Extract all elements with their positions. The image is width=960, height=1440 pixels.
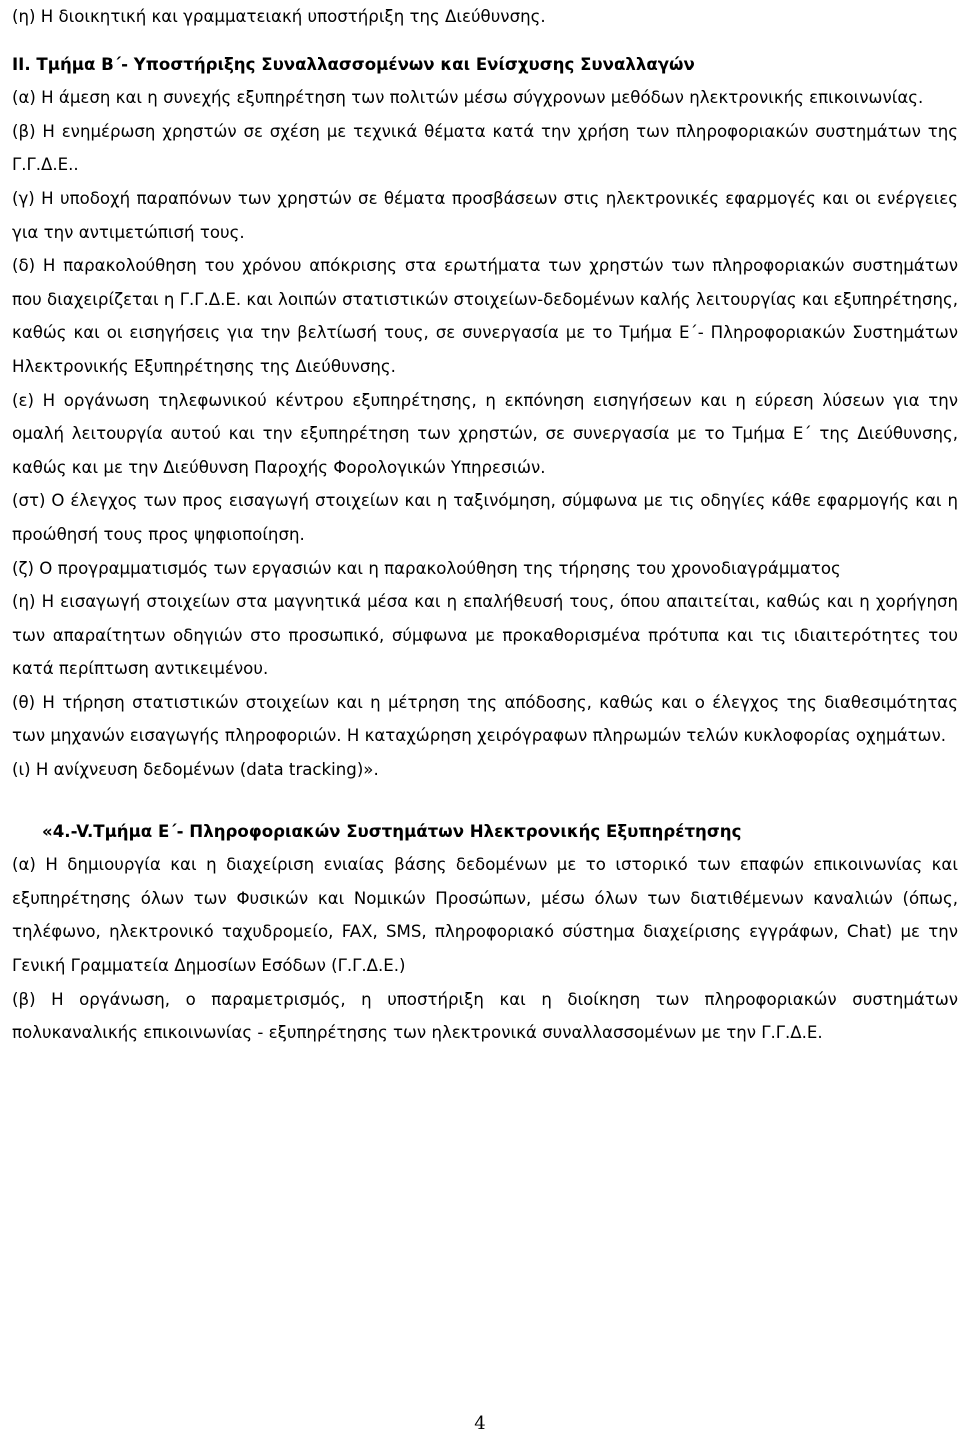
section-ii-item-e: (ε) Η οργάνωση τηλεφωνικού κέντρου εξυπηρέτησης, η εκπόνηση εισηγήσεων και η εύρεση λύσεων για την ομαλή λειτουργία αυτού και την εξυπηρέτηση των χρηστών, σε συνεργασία με το Τμήμα Ε΄ της Διεύθυνσης, καθώς και με την Διεύθυνση Παροχής Φορολογικών Υπηρεσιών. (12, 390, 958, 477)
section-v-heading: «4.-V.Τμήμα Ε΄- Πληροφοριακών Συστημάτων Ηλεκτρονικής Εξυπηρέτησης (42, 821, 742, 841)
section-ii-item-eta: (η) Η εισαγωγή στοιχείων στα μαγνητικά μέσα και η επαλήθευσή τους, όπου απαιτείται, καθώς και η χορήγηση των απαραίτητων οδηγιών στο προσωπικό, σύμφωνα με προκαθορισμένα πρότυπα και τις ιδιαιτερότητες του κατά περίπτωση αντικειμένου. (12, 592, 958, 679)
section-ii-item-b: (β) Η ενημέρωση χρηστών σε σχέση με τεχνικά θέματα κατά την χρήση των πληροφοριακών συστημάτων της Γ.Γ.Δ.Ε.. (12, 121, 958, 175)
section-ii-item-d: (δ) Η παρακολούθηση του χρόνου απόκρισης στα ερωτήματα των χρηστών των πληροφοριακών συστημάτων που διαχειρίζεται η Γ.Γ.Δ.Ε. και λοιπών στατιστικών στοιχείων-δεδομένων καλής λειτουργίας και εξυπηρέτησης, καθώς και οι εισηγήσεις για την βελτίωσή τους, σε συνεργασία με το Τμήμα Ε΄- Πληροφοριακών Συστημάτων Ηλεκτρονικής Εξυπηρέτησης της Διεύθυνσης. (12, 256, 958, 376)
section-ii-item-z: (ζ) Ο προγραμματισμός των εργασιών και η παρακολούθηση της τήρησης του χρονοδιαγράμματος (12, 558, 841, 578)
section-ii-heading: ΙΙ. Τμήμα Β΄- Υποστήριξης Συναλλασσομένων και Ενίσχυσης Συναλλαγών (12, 54, 695, 74)
document-body (12, 0, 958, 1050)
paragraph-eta-top: (η) Η διοικητική και γραμματειακή υποστήριξη της Διεύθυνσης. (12, 7, 546, 26)
section-ii-item-theta: (θ) Η τήρηση στατιστικών στοιχείων και η μέτρηση της απόδοσης, καθώς και ο έλεγχος της διαθεσιμότητας των μηχανών εισαγωγής πληροφοριών. Η καταχώρηση χειρόγραφων πληρωμών τελών κυκλοφορίας οχημάτων. (12, 692, 958, 746)
section-v-item-a: (α) Η δημιουργία και η διαχείριση ενιαίας βάσης δεδομένων με το ιστορικό των επαφών επικοινωνίας και εξυπηρέτησης όλων των Φυσικών και Νομικών Προσώπων, μέσω όλων των διατιθέμενων καναλιών (όπως, τηλέφωνο, ηλεκτρονικό ταχυδρομείο, FAX, SMS, πληροφοριακό σύστημα διαχείρισης εγγράφων, Chat) με την Γενική Γραμματεία Δημοσίων Εσόδων (Γ.Γ.Δ.Ε.) (12, 855, 958, 976)
section-ii-item-iota: (ι) Η ανίχνευση δεδομένων (data tracking)». (12, 760, 379, 780)
section-ii-item-c: (γ) Η υποδοχή παραπόνων των χρηστών σε θέματα προσβάσεων στις ηλεκτρονικές εφαρμογές και οι ενέργειες για την αντιμετώπισή τους. (12, 188, 958, 242)
section-ii-item-a: (α) Η άμεση και η συνεχής εξυπηρέτηση των πολιτών μέσω σύγχρονων μεθόδων ηλεκτρονικής επικοινωνίας. (12, 88, 924, 108)
section-ii-item-st: (στ) Ο έλεγχος των προς εισαγωγή στοιχείων και η ταξινόμηση, σύμφωνα με τις οδηγίες κάθε εφαρμογής και η προώθησή τους προς ψηφιοποίηση. (12, 491, 958, 544)
page-number: 4 (474, 1413, 486, 1434)
section-v-item-b: (β) Η οργάνωση, ο παραμετρισμός, η υποστήριξη και η διοίκηση των πληροφοριακών συστημάτων πολυκαναλικής επικοινωνίας - εξυπηρέτησης των ηλεκτρονικά συναλλασσομένων με την Γ.Γ.Δ.Ε. (12, 989, 958, 1043)
